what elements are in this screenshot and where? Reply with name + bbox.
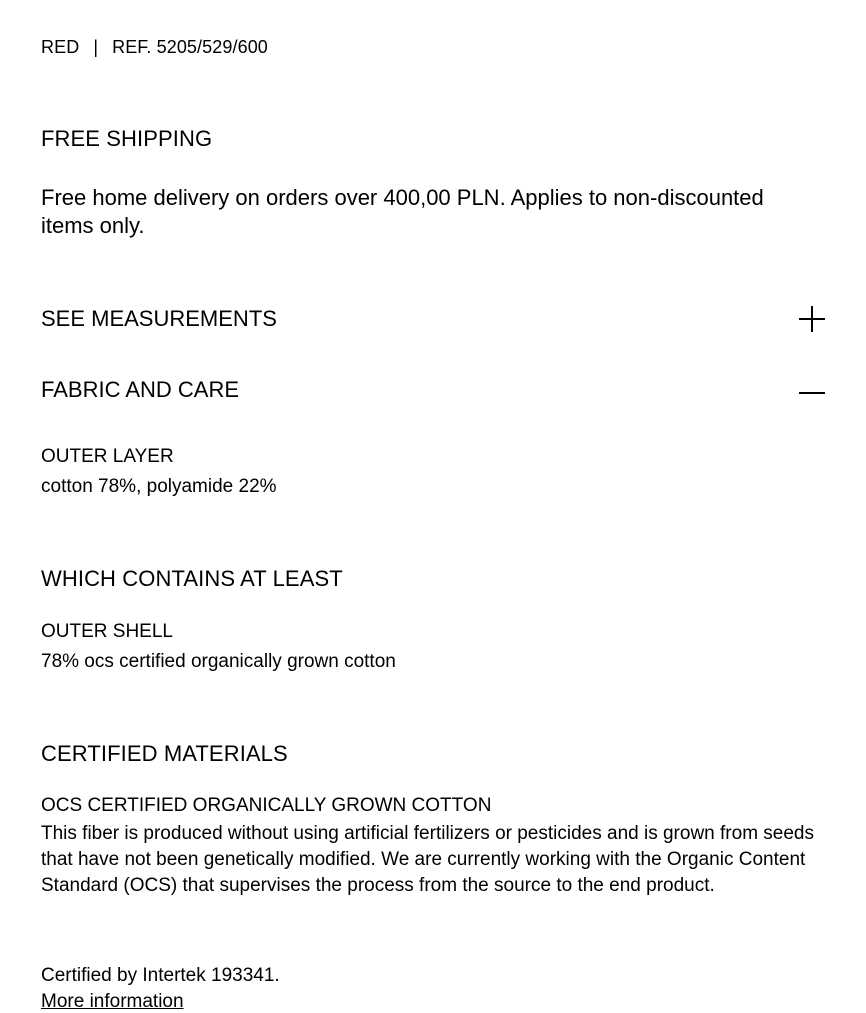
minus-icon[interactable] [798, 376, 826, 404]
plus-icon[interactable] [798, 305, 826, 333]
outer-shell-label: OUTER SHELL [41, 621, 173, 642]
accordion-fabric-and-care[interactable] [41, 373, 826, 407]
product-color: RED [41, 37, 80, 57]
see-measurements-label: SEE MEASUREMENTS [41, 306, 277, 331]
shipping-text: Free home delivery on orders over 400,00 PLN. Applies to non-discounted items only. [41, 185, 764, 238]
outer-shell-value: 78% ocs certified organically grown cotton [41, 651, 396, 672]
fabric-and-care-label: FABRIC AND CARE [41, 377, 240, 402]
outer-layer-label: OUTER LAYER [41, 446, 174, 467]
more-information-link[interactable]: More information [41, 991, 184, 1012]
outer-layer-value: cotton 78%, polyamide 22% [41, 476, 277, 497]
certified-materials-title: CERTIFIED MATERIALS [41, 741, 288, 766]
contains-title: WHICH CONTAINS AT LEAST [41, 566, 343, 591]
product-reference-line [41, 37, 268, 58]
certified-material-description: This fiber is produced without using artificial fertilizers or pesticides and is grown from seeds that have not been genetically modified. We are currently working with the Organic Content Standard (OCS) that supervises the process from the source to the end product. [41, 823, 814, 896]
product-reference: REF. 5205/529/600 [112, 37, 268, 57]
accordion-see-measurements[interactable] [41, 302, 826, 336]
certified-by-text: Certified by Intertek 193341. [41, 965, 280, 986]
certified-material-label: OCS CERTIFIED ORGANICALLY GROWN COTTON [41, 795, 492, 816]
separator: | [93, 37, 99, 57]
shipping-title: FREE SHIPPING [41, 126, 213, 151]
